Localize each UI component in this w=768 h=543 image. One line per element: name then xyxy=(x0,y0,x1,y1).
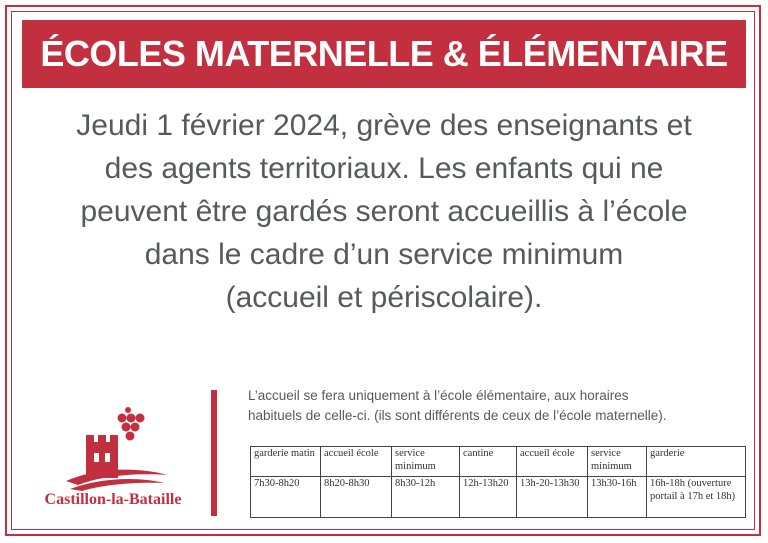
info-text xyxy=(248,386,753,426)
info-line: habituels de celle-ci. (ils sont différents de ceux de l’école maternelle). xyxy=(248,408,667,423)
table-cell: 13h30-16h xyxy=(588,477,647,518)
table-cell: 13h-20-13h30 xyxy=(517,477,588,518)
announcement-line: dans le cadre d’un service minimum xyxy=(144,238,624,271)
town-logo xyxy=(28,405,198,520)
announcement-text xyxy=(40,104,728,319)
announcement-line: Jeudi 1 février 2024, grève des enseignants et xyxy=(76,109,692,142)
table-row xyxy=(251,477,746,518)
table-cell: 12h-13h20 xyxy=(460,477,517,518)
table-header-cell: accueil école xyxy=(321,447,392,477)
castle-tower-grapes-icon xyxy=(28,405,198,491)
table-header-cell: cantine xyxy=(460,447,517,477)
table-header-cell: accueil école xyxy=(517,447,588,477)
table-header-cell: service minimum xyxy=(392,447,460,477)
announcement-line: peuvent être gardés seront accueillis à l’école xyxy=(80,195,688,228)
logo-caption: Castillon-la-Bataille xyxy=(44,491,182,508)
table-header-cell: service minimum xyxy=(588,447,647,477)
announcement-line: (accueil et périscolaire). xyxy=(225,281,543,314)
page-title: ÉCOLES MATERNELLE & ÉLÉMENTAIRE xyxy=(40,33,728,74)
table-header-cell: garderie matin xyxy=(251,447,321,477)
table-cell: 16h-18h (ouverture portail à 17h et 18h) xyxy=(647,477,746,518)
accent-vertical-bar xyxy=(211,390,217,516)
title-banner xyxy=(22,20,746,88)
announcement-line: des agents territoriaux. Les enfants qui ne xyxy=(104,152,664,185)
table-cell: 7h30-8h20 xyxy=(251,477,321,518)
table-cell: 8h20-8h30 xyxy=(321,477,392,518)
info-line: L’accueil se fera uniquement à l’école élémentaire, aux horaires xyxy=(248,388,629,403)
table-header-row xyxy=(251,447,746,477)
table-cell: 8h30-12h xyxy=(392,477,460,518)
table-header-cell: garderie xyxy=(647,447,746,477)
schedule-table xyxy=(250,446,746,518)
